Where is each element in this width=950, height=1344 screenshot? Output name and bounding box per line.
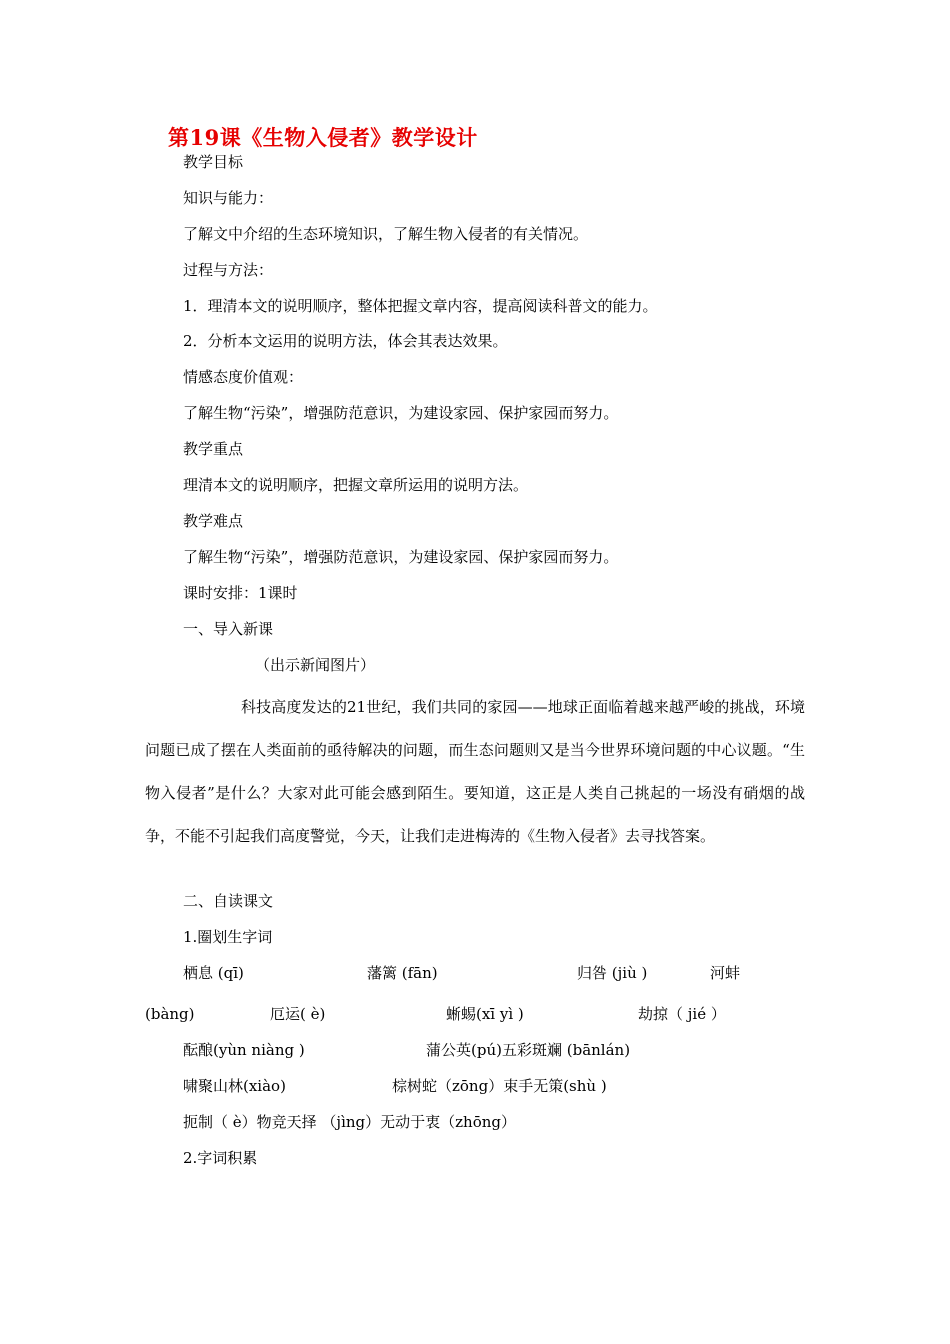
heading-process-method: 过程与方法： <box>183 261 274 279</box>
intro-paragraph: 科技高度发达的21世纪，我们共同的家园——地球正面临着越来越严峻的挑战，环境问题已成了摆在人类面前的亟待解决的问题，而生态问题则又是当今世界环境问题的中心议题。“生物入侵者”是什么？大家对此可能会感到陌生。要知道，这正是人类自己挑起的一场没有硝烟的战争，不能不引起我们高度警觉，今天，让我们走进梅涛的《生物入侵者》去寻找答案。 <box>145 698 805 845</box>
heading-knowledge-ability: 知识与能力： <box>183 189 274 207</box>
vocab-item: 厄运( è) <box>270 1005 326 1023</box>
vocab-item: 河蚌 <box>710 964 741 982</box>
heading-emotion-values: 情感态度价值观： <box>183 368 304 386</box>
text-line: 了解文中介绍的生态环境知识，了解生物入侵者的有关情况。 <box>183 225 589 243</box>
news-note: （出示新闻图片） <box>255 656 376 674</box>
vocab-accumulation-heading: 2.字词积累 <box>183 1149 258 1167</box>
vocab-item: 蒲公英(pú)五彩斑斓 (bānlán) <box>426 1041 631 1059</box>
vocab-item: 棕树蛇（zōng）束手无策(shù ) <box>392 1077 607 1095</box>
heading-teaching-goals: 教学目标 <box>183 153 244 171</box>
section-heading: 一、导入新课 <box>183 620 274 638</box>
vocab-item: 酝酿(yùn niàng ) <box>183 1041 305 1059</box>
vocab-heading: 1.圈划生字词 <box>183 928 273 946</box>
heading-key-points: 教学重点 <box>183 440 244 458</box>
section-heading: 二、自读课文 <box>183 892 274 910</box>
vocab-item: 蜥蜴(xī yì ) <box>446 1005 524 1023</box>
document-title: 第19课《生物入侵者》教学设计 <box>168 125 478 150</box>
text-line: 了解生物“污染”，增强防范意识，为建设家园、保护家园而努力。 <box>183 548 619 566</box>
vocab-item: 归咎 (jiù ) <box>577 964 648 982</box>
vocab-item: 扼制（ è）物竞天择 （jìng）无动于衷（zhōng） <box>183 1113 516 1131</box>
text-line: 了解生物“污染”，增强防范意识，为建设家园、保护家园而努力。 <box>183 404 619 422</box>
text-line: 理清本文的说明顺序，把握文章所运用的说明方法。 <box>183 476 529 494</box>
vocab-item: 栖息 (qī) <box>183 964 244 982</box>
class-schedule: 课时安排：1课时 <box>183 584 298 602</box>
vocab-item: 劫掠（ jié ） <box>638 1005 726 1023</box>
vocab-item: (bàng) <box>145 1005 195 1023</box>
vocab-item: 啸聚山林(xiào) <box>183 1077 286 1095</box>
heading-difficult-points: 教学难点 <box>183 512 244 530</box>
list-item: 1．理清本文的说明顺序，整体把握文章内容，提高阅读科普文的能力。 <box>183 297 658 315</box>
vocab-item: 藩篱 (fān) <box>367 964 438 982</box>
list-item: 2．分析本文运用的说明方法，体会其表达效果。 <box>183 332 508 350</box>
